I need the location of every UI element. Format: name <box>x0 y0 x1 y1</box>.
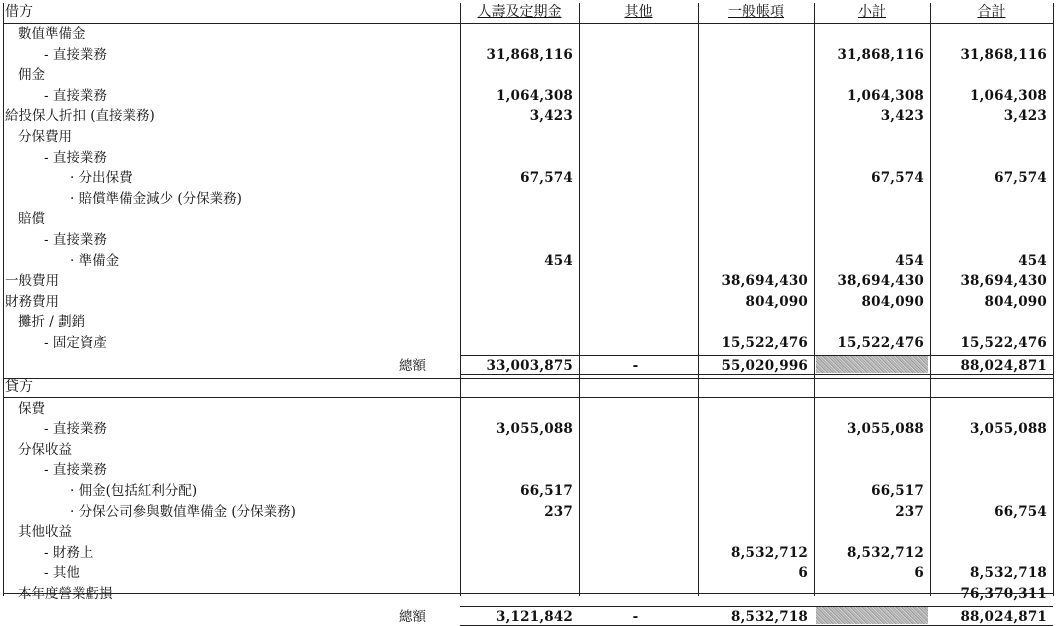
header-total: 合計 <box>977 4 1006 20</box>
header-general: 一般帳項 <box>728 4 784 20</box>
debit-row-label: 數值準備金 <box>18 26 86 42</box>
debit-row-label: 佣金 <box>18 67 45 84</box>
debit-row-label: 攤折 / 劃銷 <box>18 314 86 331</box>
credit-row-label: 其他收益 <box>18 524 72 541</box>
credit-total-double-rule <box>460 625 1053 626</box>
debit-row-tot: 31,868,116 <box>960 46 1047 63</box>
debit-row-tot: 38,694,430 <box>960 273 1047 290</box>
credit-row-tot: 8,532,718 <box>970 565 1047 582</box>
debit-row-sub: 804,090 <box>861 293 924 310</box>
debit-row-sub: 67,574 <box>871 170 924 187</box>
credit-row-label: - 財務上 <box>44 544 94 561</box>
credit-row-general: 6 <box>798 565 808 582</box>
header-subtotal: 小計 <box>858 4 886 20</box>
credit-header-rule <box>3 397 1053 398</box>
debit-row-life: 3,423 <box>529 108 573 125</box>
subtotal-shaded-cell <box>816 607 928 624</box>
debit-row-label: - 直接業務 <box>44 149 107 166</box>
debit-row-life: 454 <box>544 252 573 269</box>
credit-total-life: 3,121,842 <box>496 608 573 625</box>
credit-total-rule <box>460 606 1053 607</box>
credit-row-life: 66,517 <box>520 483 573 499</box>
header-rule <box>3 23 1053 24</box>
debit-row-label: 給投保人折扣 (直接業務) <box>5 108 155 125</box>
debit-row-general: 804,090 <box>745 293 808 310</box>
debit-row-label: 財務費用 <box>5 293 59 310</box>
debit-row-tot: 454 <box>1018 252 1047 269</box>
credit-row-label: - 直接業務 <box>44 462 107 479</box>
debit-row-label: 分保費用 <box>18 129 72 145</box>
column-divider <box>579 3 580 596</box>
debit-total-general: 55,020,996 <box>721 357 808 374</box>
section-rule <box>3 378 1053 379</box>
credit-row-label: · 分保公司參與數值準備金 (分保業務) <box>70 503 296 520</box>
header-label: 借方 <box>5 4 33 20</box>
debit-row-label: 賠償 <box>18 211 45 228</box>
credit-row-label: - 其他 <box>44 565 80 582</box>
debit-row-label: · 準備金 <box>70 252 120 269</box>
debit-row-life: 31,868,116 <box>486 46 573 63</box>
credit-row-sub: 6 <box>914 565 924 582</box>
debit-row-label: - 直接業務 <box>44 232 107 248</box>
credit-total-other: - <box>632 608 639 625</box>
debit-row-label: 一般費用 <box>5 273 59 290</box>
debit-row-label: · 分出保費 <box>70 170 133 187</box>
debit-row-sub: 38,694,430 <box>837 273 924 290</box>
column-divider <box>1053 3 1054 596</box>
debit-total-double-rule-1 <box>460 374 1053 375</box>
debit-total-tot: 88,024,871 <box>960 357 1047 374</box>
credit-total-general: 8,532,718 <box>731 608 808 625</box>
debit-row-tot: 67,574 <box>994 170 1047 187</box>
credit-row-sub: 66,517 <box>871 483 924 499</box>
accounts-table <box>3 3 1053 625</box>
credit-row-life: 237 <box>544 503 573 520</box>
credit-row-tot: 3,055,088 <box>970 421 1047 438</box>
debit-row-tot: 1,064,308 <box>970 87 1047 104</box>
bottom-rule <box>3 593 1053 594</box>
credit-row-general: 8,532,712 <box>731 544 808 561</box>
debit-row-sub: 15,522,476 <box>837 335 924 351</box>
debit-total-label: 總額 <box>399 357 426 374</box>
debit-row-label: - 固定資產 <box>44 335 107 351</box>
debit-row-life: 1,064,308 <box>496 87 573 104</box>
column-divider <box>3 3 4 596</box>
credit-row-life: 3,055,088 <box>496 421 573 438</box>
credit-row-tot: 76,370,311 <box>960 586 1047 602</box>
header-life: 人壽及定期金 <box>477 4 562 20</box>
debit-row-general: 15,522,476 <box>721 335 808 351</box>
debit-row-sub: 3,423 <box>880 108 924 125</box>
credit-row-sub: 237 <box>895 503 924 520</box>
debit-row-sub: 454 <box>895 252 924 269</box>
debit-total-rule <box>460 355 1053 356</box>
credit-row-sub: 8,532,712 <box>847 544 924 561</box>
credit-row-label: 保費 <box>18 400 45 417</box>
credit-header: 貸方 <box>5 378 33 395</box>
debit-row-label: · 賠償準備金減少 (分保業務) <box>70 190 242 207</box>
subtotal-shaded-cell <box>816 356 928 373</box>
debit-row-label: - 直接業務 <box>44 46 107 63</box>
debit-row-life: 67,574 <box>520 170 573 187</box>
debit-total-other: - <box>632 357 639 374</box>
credit-row-label: 本年度營業虧損 <box>18 586 113 602</box>
debit-total-life: 33,003,875 <box>486 357 573 374</box>
credit-row-label: · 佣金(包括紅利分配) <box>70 483 198 499</box>
credit-row-sub: 3,055,088 <box>847 421 924 438</box>
debit-row-tot: 804,090 <box>984 293 1047 310</box>
header-other: 其他 <box>624 4 653 20</box>
credit-total-label: 總額 <box>399 608 426 625</box>
debit-row-general: 38,694,430 <box>721 273 808 290</box>
credit-row-tot: 66,754 <box>994 503 1047 520</box>
debit-row-tot: 15,522,476 <box>960 335 1047 351</box>
debit-row-tot: 3,423 <box>1003 108 1047 125</box>
debit-row-label: - 直接業務 <box>44 87 107 104</box>
credit-row-label: - 直接業務 <box>44 421 107 438</box>
credit-row-label: 分保收益 <box>18 441 72 458</box>
credit-total-tot: 88,024,871 <box>960 608 1047 625</box>
debit-row-sub: 31,868,116 <box>837 46 924 63</box>
debit-row-sub: 1,064,308 <box>847 87 924 104</box>
